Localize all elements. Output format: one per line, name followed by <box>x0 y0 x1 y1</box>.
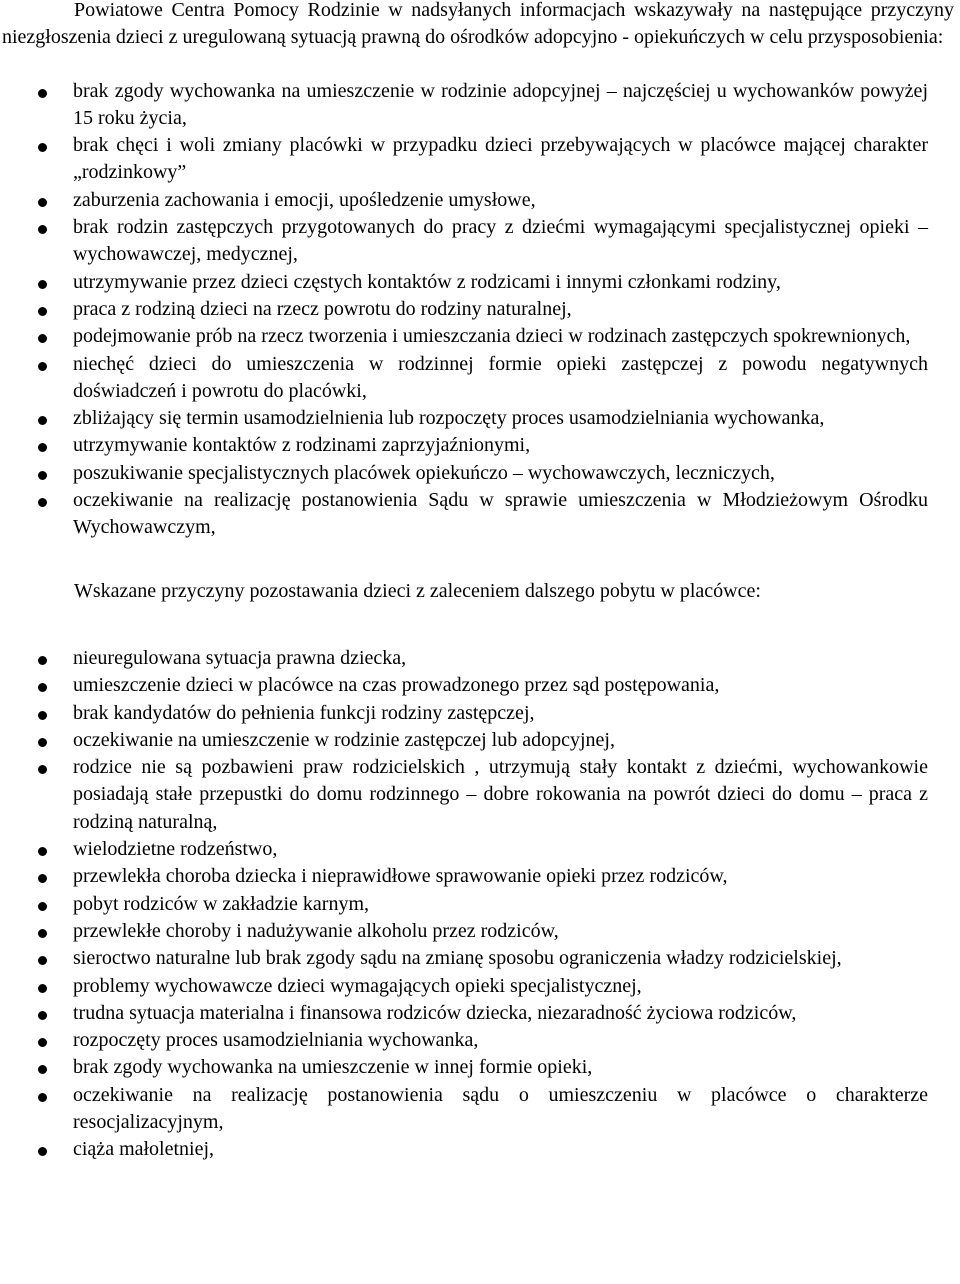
list-item <box>0 214 928 269</box>
bullet-icon <box>38 1093 47 1102</box>
list-item-text: niechęć dzieci do umieszczenia w rodzinnej formie opieki zastępczej z powodu negatywnych doświadczeń i powrotu do placówki, <box>73 352 928 402</box>
bullet-icon <box>38 738 47 747</box>
list-item <box>0 891 928 918</box>
list-item <box>0 863 928 890</box>
list-item <box>0 754 928 836</box>
list-item-text: przewlekłe choroby i nadużywanie alkoholu przez rodziców, <box>73 919 559 942</box>
list-item <box>0 672 928 699</box>
list-item-text: problemy wychowawcze dzieci wymagających opieki specjalistycznej, <box>73 974 642 997</box>
list-item <box>0 945 928 972</box>
list-item-text: praca z rodziną dzieci na rzecz powrotu do rodziny naturalnej, <box>73 297 572 320</box>
bullet-icon <box>38 683 47 692</box>
list-item-text: brak kandydatów do pełnienia funkcji rodziny zastępczej, <box>73 701 535 724</box>
list-item-text: sieroctwo naturalne lub brak zgody sądu na zmianę sposobu ograniczenia władzy rodzicielskiej, <box>73 947 842 970</box>
bullet-icon <box>38 902 47 911</box>
bullet-icon <box>38 225 47 234</box>
list-item-text: rozpoczęty proces usamodzielniania wychowanka, <box>73 1029 479 1052</box>
list-item-text: oczekiwanie na realizację postanowienia Sądu w sprawie umieszczenia w Młodzieżowym Ośrodku Wychowawczym, <box>73 489 928 539</box>
list-item-text: nieuregulowana sytuacja prawna dziecka, <box>73 646 407 669</box>
list-item-text: zbliżający się termin usamodzielnienia lub rozpoczęty proces usamodzielniania wychowanka, <box>73 407 825 430</box>
bullet-icon <box>38 307 47 316</box>
list-item <box>0 460 928 487</box>
list-item-text: oczekiwanie na realizację postanowienia sądu o umieszczeniu w placówce o charakterze resocjalizacyjnym, <box>73 1083 928 1133</box>
bullet-icon <box>38 89 47 98</box>
bullet-icon <box>38 847 47 856</box>
bullet-icon <box>38 929 47 938</box>
list-item-text: utrzymywanie przez dzieci częstych kontaktów z rodzicami i innymi członkami rodziny, <box>73 270 781 293</box>
list-item <box>0 645 928 672</box>
list-item <box>0 269 928 296</box>
list-item-text: brak rodzin zastępczych przygotowanych do pracy z dziećmi wymagającymi specjalistycznej opieki – wychowawczej, medycznej, <box>73 216 928 266</box>
list-item-text: oczekiwanie na umieszczenie w rodzinie zastępczej lub adopcyjnej, <box>73 728 615 751</box>
list-item <box>0 78 928 133</box>
list-item <box>0 187 928 214</box>
bullet-icon <box>38 280 47 289</box>
bullet-icon <box>38 1065 47 1074</box>
list-item <box>0 323 928 350</box>
list-item-text: brak zgody wychowanka na umieszczenie w rodzinie adopcyjnej – najczęściej u wychowanków powyżej 15 roku życia, <box>73 79 928 129</box>
list-item-text: umieszczenie dzieci w placówce na czas prowadzonego przez sąd postępowania, <box>73 674 720 697</box>
bullet-icon <box>38 711 47 720</box>
bullet-icon <box>38 984 47 993</box>
bullet-icon <box>38 471 47 480</box>
list-item-text: brak zgody wychowanka na umieszczenie w innej formie opieki, <box>73 1056 593 1079</box>
bullet-icon <box>38 198 47 207</box>
bullet-icon <box>38 656 47 665</box>
list-item <box>0 1054 928 1081</box>
list-item-text: ciąża małoletniej, <box>73 1138 215 1161</box>
list-item <box>0 132 928 187</box>
list-item <box>0 836 928 863</box>
bullet-icon <box>38 416 47 425</box>
list-item-text: poszukiwanie specjalistycznych placówek opiekuńczo – wychowawczych, leczniczych, <box>73 461 775 484</box>
list-item <box>0 1027 928 1054</box>
bullet-icon <box>38 498 47 507</box>
list-item-text: rodzice nie są pozbawieni praw rodzicielskich , utrzymują stały kontakt z dziećmi, wychowankowie posiadają stałe przepustki do domu rodzinnego – dobre rokowania na powrót dzieci do domu – praca z rodziną naturalną, <box>73 756 928 833</box>
list-item <box>0 1000 928 1027</box>
list-item-text: wielodzietne rodzeństwo, <box>73 838 278 861</box>
second-paragraph: Wskazane przyczyny pozostawania dzieci z zaleceniem dalszego pobytu w placówce: <box>74 579 761 602</box>
intro-paragraph: Powiatowe Centra Pomocy Rodzinie w nadsyłanych informacjach wskazywały na następujące przyczyny niezgłoszenia dzieci z uregulowaną sytuacją prawną do ośrodków adopcyjno - opiekuńczych w celu przysposobienia: <box>2 0 954 49</box>
list-item-text: przewlekła choroba dziecka i nieprawidłowe sprawowanie opieki przez rodziców, <box>73 865 728 888</box>
list-item-text: brak chęci i woli zmiany placówki w przypadku dzieci przebywających w placówce mającej charakter „rodzinkowy” <box>73 134 928 184</box>
list-item <box>0 351 928 406</box>
list-item-text: zaburzenia zachowania i emocji, upośledzenie umysłowe, <box>73 188 536 211</box>
list-item <box>0 700 928 727</box>
list-item <box>0 1136 928 1163</box>
list-item <box>0 296 928 323</box>
bullet-icon <box>38 362 47 371</box>
list-item-text: utrzymywanie kontaktów z rodzinami zaprzyjaźnionymi, <box>73 434 531 457</box>
list-item-text: trudna sytuacja materialna i finansowa rodziców dziecka, niezaradność życiowa rodziców, <box>73 1001 797 1024</box>
reasons-not-reported-list <box>0 78 960 542</box>
list-item <box>0 405 928 432</box>
bullet-icon <box>38 1011 47 1020</box>
list-item <box>0 1082 928 1137</box>
list-item <box>0 432 928 459</box>
bullet-icon <box>38 765 47 774</box>
reasons-staying-list <box>0 645 960 1164</box>
list-item-text: pobyt rodziców w zakładzie karnym, <box>73 892 370 915</box>
list-item-text: podejmowanie prób na rzecz tworzenia i umieszczania dzieci w rodzinach zastępczych spokrewnionych, <box>73 325 911 348</box>
list-item <box>0 727 928 754</box>
bullet-icon <box>38 143 47 152</box>
list-item <box>0 487 928 542</box>
bullet-icon <box>38 956 47 965</box>
bullet-icon <box>38 443 47 452</box>
list-item <box>0 918 928 945</box>
list-item <box>0 973 928 1000</box>
bullet-icon <box>38 334 47 343</box>
bullet-icon <box>38 1038 47 1047</box>
bullet-icon <box>38 1147 47 1156</box>
bullet-icon <box>38 874 47 883</box>
